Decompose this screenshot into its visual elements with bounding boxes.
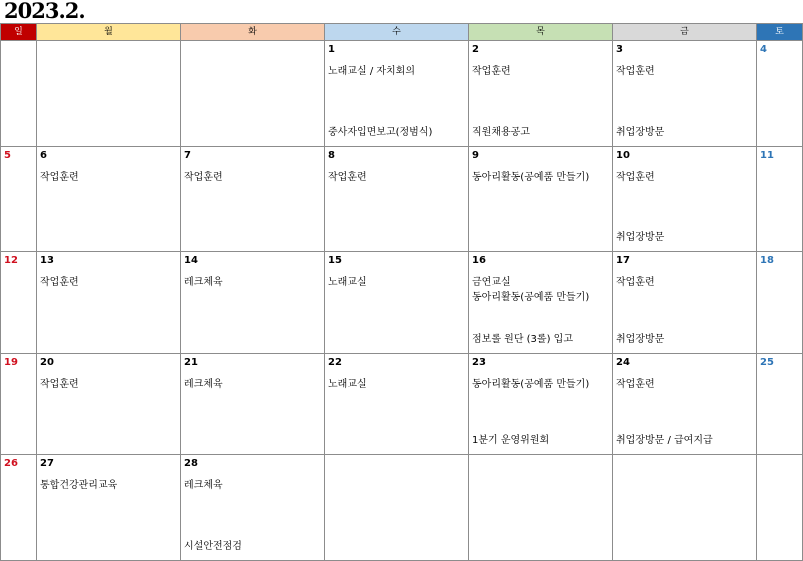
event-text: 레크체육 — [184, 480, 223, 491]
event-text: 작업훈련 — [184, 172, 223, 183]
day-number: 18 — [760, 255, 774, 266]
day-number: 8 — [328, 150, 335, 161]
day-cell-saturday[interactable] — [757, 147, 803, 252]
day-cell-tuesday[interactable] — [181, 147, 325, 252]
weekday-thursday: 목 — [469, 24, 613, 41]
day-cell-tuesday[interactable] — [181, 41, 325, 147]
day-number: 10 — [616, 150, 630, 161]
day-cell-tuesday[interactable] — [181, 455, 325, 561]
day-cell-thursday[interactable] — [469, 354, 613, 455]
day-number: 1 — [328, 44, 335, 55]
event-text: 노래교실 — [328, 379, 367, 390]
event-text: 작업훈련 — [40, 277, 79, 288]
day-cell-sunday[interactable] — [1, 455, 37, 561]
weekday-saturday: 토 — [757, 24, 803, 41]
day-number: 25 — [760, 357, 774, 368]
day-number: 28 — [184, 458, 198, 469]
calendar-title: 2023.2. — [4, 0, 85, 23]
day-cell-monday[interactable] — [37, 354, 181, 455]
day-number: 3 — [616, 44, 623, 55]
event-text: 노래교실 — [328, 277, 367, 288]
day-number: 21 — [184, 357, 198, 368]
day-cell-wednesday[interactable] — [325, 41, 469, 147]
event-note: 중사자입면보고(정범식) — [328, 127, 433, 138]
day-number: 26 — [4, 458, 18, 469]
day-number: 13 — [40, 255, 54, 266]
event-text: 금연교실 — [472, 277, 511, 288]
day-cell-tuesday[interactable] — [181, 252, 325, 354]
event-text: 작업훈련 — [616, 277, 655, 288]
weekday-sunday: 일 — [1, 24, 37, 41]
day-cell-tuesday[interactable] — [181, 354, 325, 455]
event-text: 작업훈련 — [328, 172, 367, 183]
event-text: 작업훈련 — [472, 66, 511, 77]
event-note: 1분기 운영위원회 — [472, 435, 550, 446]
day-cell-sunday[interactable] — [1, 147, 37, 252]
day-cell-friday[interactable] — [613, 147, 757, 252]
day-number: 7 — [184, 150, 191, 161]
event-text: 작업훈련 — [616, 379, 655, 390]
day-number: 4 — [760, 44, 767, 55]
day-number: 9 — [472, 150, 479, 161]
week-row — [1, 147, 803, 252]
day-cell-thursday[interactable] — [469, 455, 613, 561]
day-cell-monday[interactable] — [37, 455, 181, 561]
day-number: 20 — [40, 357, 54, 368]
weekday-friday: 금 — [613, 24, 757, 41]
day-cell-sunday[interactable] — [1, 354, 37, 455]
event-text: 동아리활동(공예품 만들기) — [472, 379, 590, 390]
day-cell-sunday[interactable] — [1, 41, 37, 147]
day-number: 27 — [40, 458, 54, 469]
event-note: 취업장방문 — [616, 127, 665, 138]
day-number: 23 — [472, 357, 486, 368]
day-number: 24 — [616, 357, 630, 368]
day-number: 15 — [328, 255, 342, 266]
day-cell-saturday[interactable] — [757, 354, 803, 455]
day-number: 2 — [472, 44, 479, 55]
day-cell-wednesday[interactable] — [325, 455, 469, 561]
day-number: 6 — [40, 150, 47, 161]
day-cell-thursday[interactable] — [469, 41, 613, 147]
day-number: 14 — [184, 255, 198, 266]
event-text: 작업훈련 — [616, 66, 655, 77]
day-cell-saturday[interactable] — [757, 455, 803, 561]
event-note: 취업장방문 — [616, 232, 665, 243]
day-cell-wednesday[interactable] — [325, 252, 469, 354]
day-cell-wednesday[interactable] — [325, 354, 469, 455]
day-cell-monday[interactable] — [37, 41, 181, 147]
weekday-header-row — [1, 24, 803, 41]
event-text: 동아리활동(공예품 만들기) — [472, 172, 590, 183]
day-number: 19 — [4, 357, 18, 368]
day-number: 17 — [616, 255, 630, 266]
event-note: 취업장방문 / 급여지급 — [616, 435, 713, 446]
week-row — [1, 455, 803, 561]
event-note: 직원채용공고 — [472, 127, 530, 138]
weekday-tuesday: 화 — [181, 24, 325, 41]
weekday-monday: 월 — [37, 24, 181, 41]
day-cell-monday[interactable] — [37, 147, 181, 252]
day-cell-saturday[interactable] — [757, 252, 803, 354]
day-cell-wednesday[interactable] — [325, 147, 469, 252]
event-note: 시설안전점검 — [184, 541, 242, 552]
day-cell-monday[interactable] — [37, 252, 181, 354]
event-text: 레크체육 — [184, 277, 223, 288]
event-note: 취업장방문 — [616, 334, 665, 345]
event-text: 작업훈련 — [40, 379, 79, 390]
event-text: 레크체육 — [184, 379, 223, 390]
month-calendar — [0, 23, 803, 561]
day-number: 12 — [4, 255, 18, 266]
week-row — [1, 354, 803, 455]
event-text: 동아리활동(공예품 만들기) — [472, 292, 590, 303]
day-cell-friday[interactable] — [613, 354, 757, 455]
day-cell-sunday[interactable] — [1, 252, 37, 354]
day-number: 22 — [328, 357, 342, 368]
event-text: 작업훈련 — [616, 172, 655, 183]
day-cell-thursday[interactable] — [469, 252, 613, 354]
day-cell-friday[interactable] — [613, 41, 757, 147]
day-cell-friday[interactable] — [613, 252, 757, 354]
day-cell-friday[interactable] — [613, 455, 757, 561]
day-number: 5 — [4, 150, 11, 161]
day-number: 11 — [760, 150, 774, 161]
day-cell-thursday[interactable] — [469, 147, 613, 252]
event-text: 노래교실 / 자치회의 — [328, 66, 416, 77]
event-text: 작업훈련 — [40, 172, 79, 183]
week-row — [1, 252, 803, 354]
day-cell-saturday[interactable] — [757, 41, 803, 147]
weekday-wednesday: 수 — [325, 24, 469, 41]
event-text: 통합건강관리교육 — [40, 480, 118, 491]
event-note: 점보롤 원단 (3롤) 입고 — [472, 334, 573, 345]
day-number: 16 — [472, 255, 486, 266]
week-row — [1, 41, 803, 147]
